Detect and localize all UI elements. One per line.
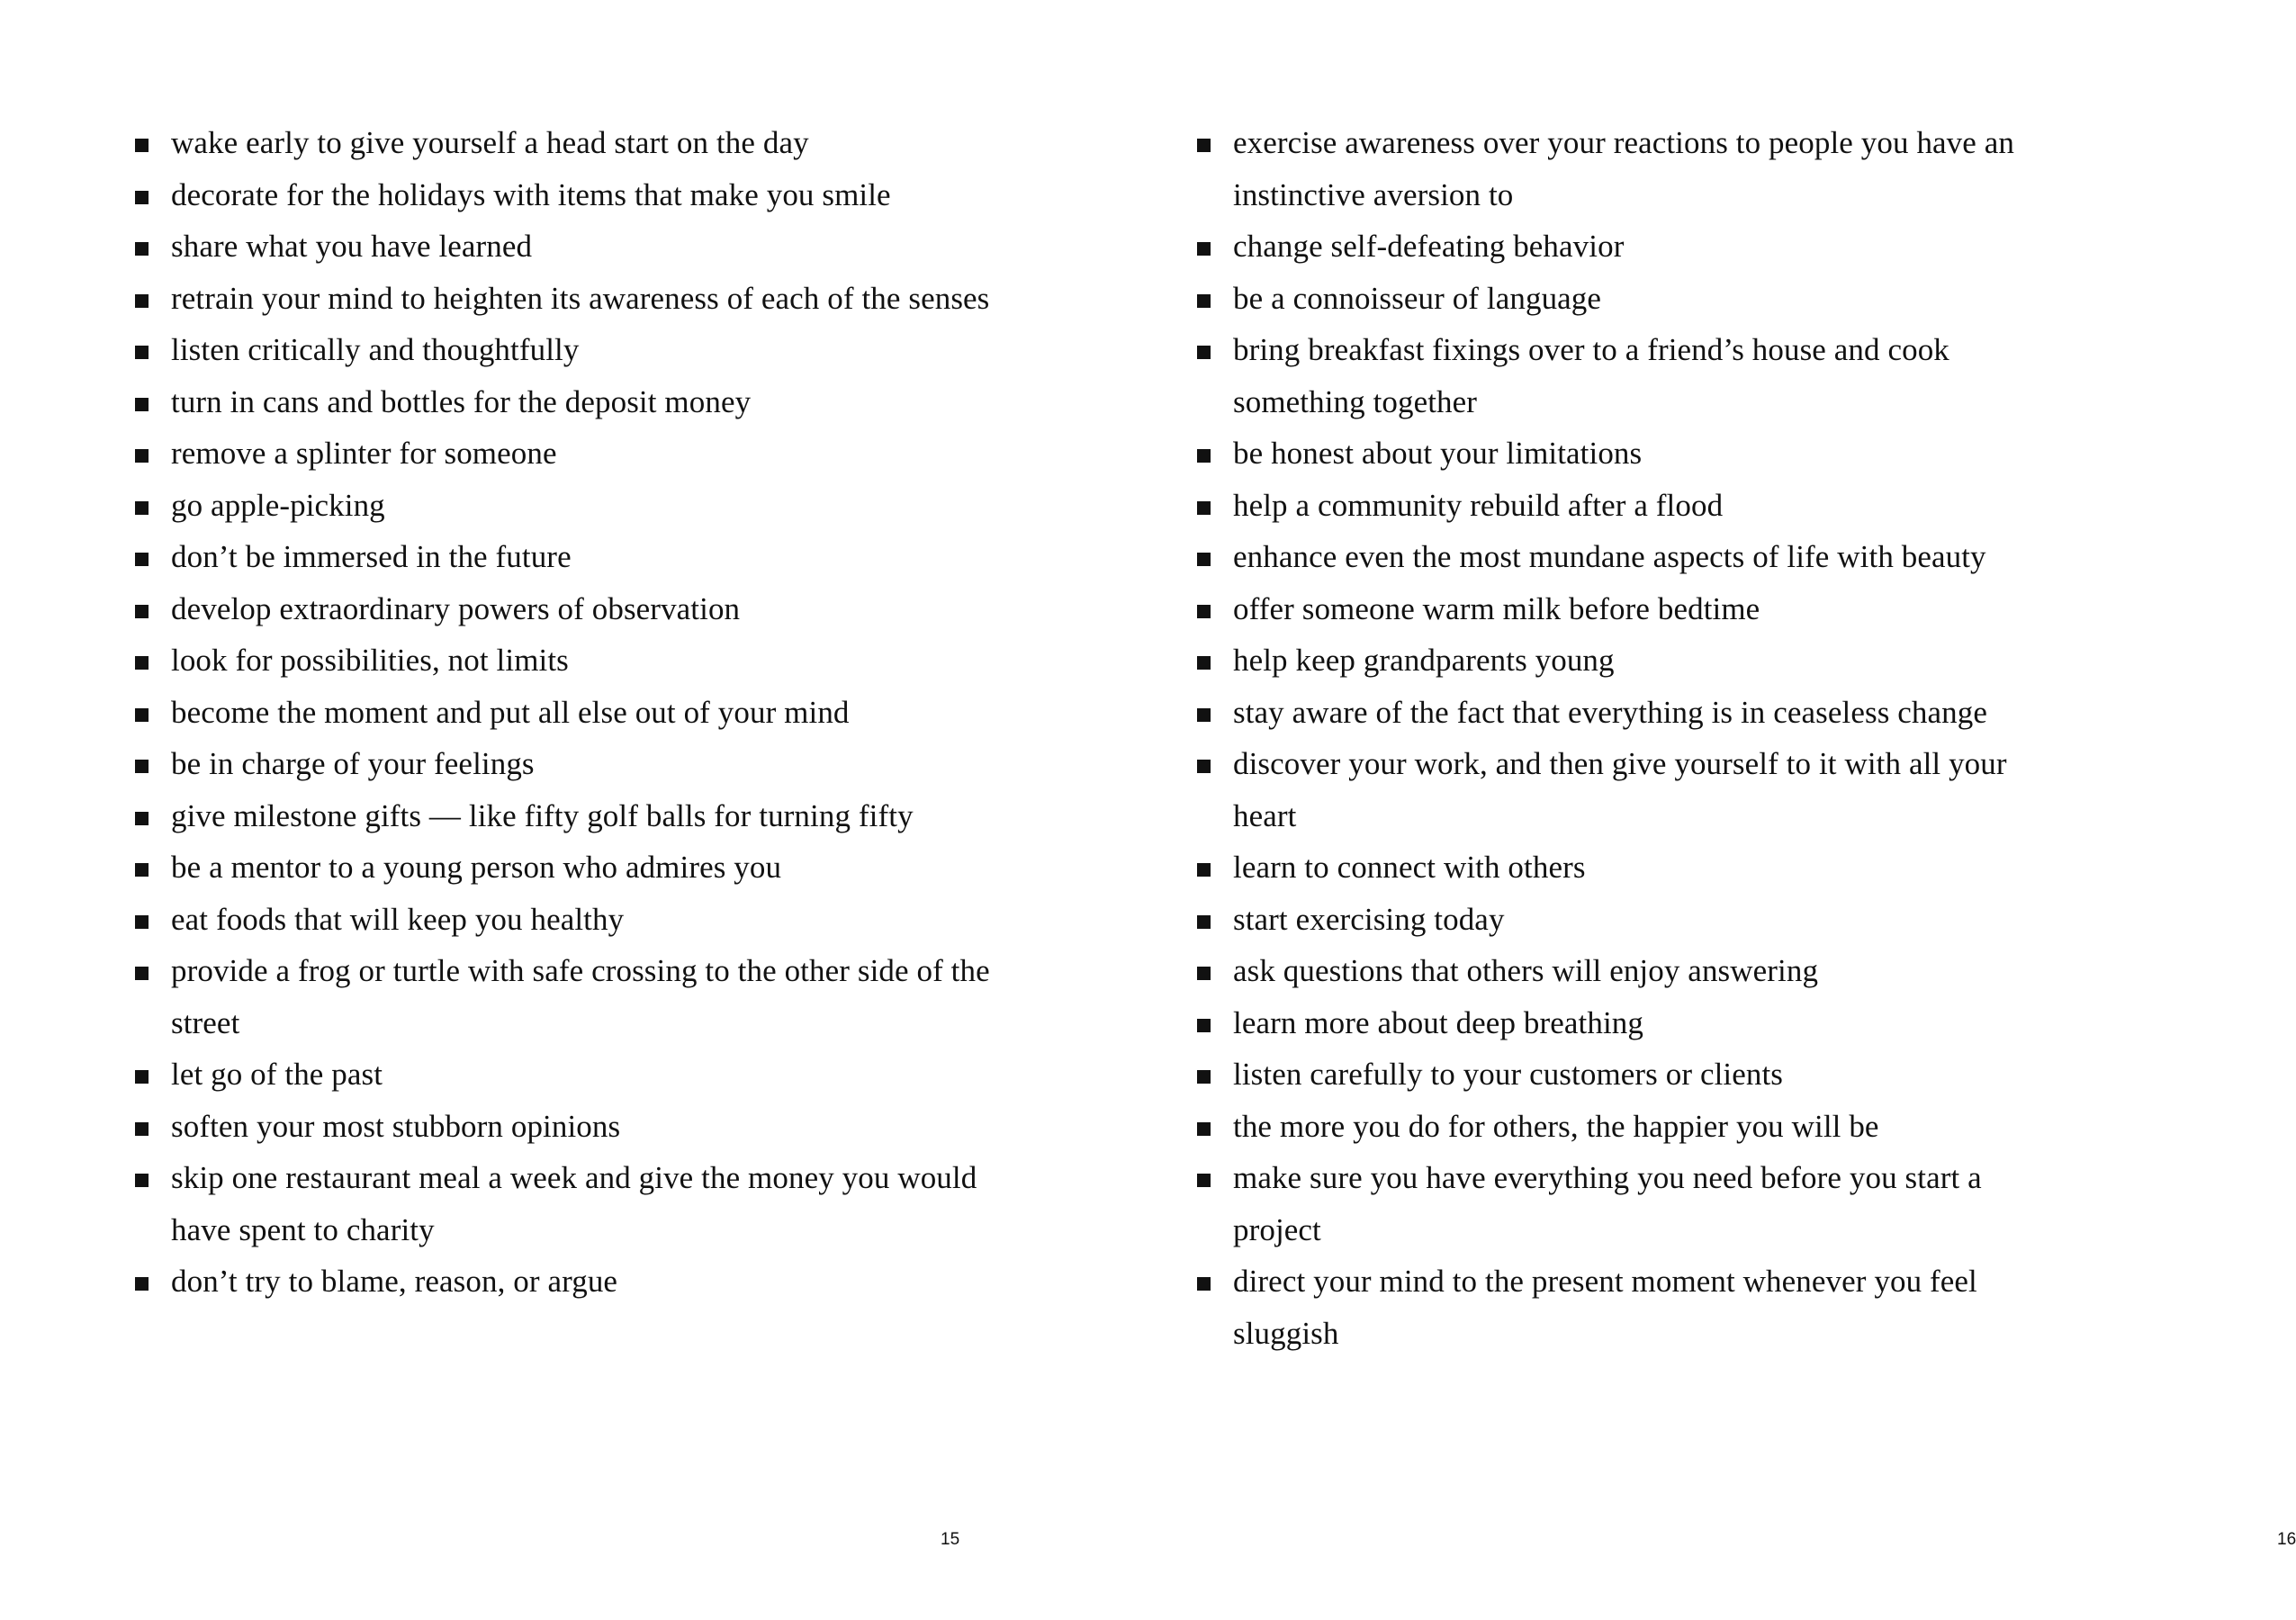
list-item-text: be in charge of your feelings (171, 746, 535, 781)
list-item (135, 945, 1008, 1048)
list-item-text: wake early to give yourself a head start on the day (171, 125, 809, 160)
list-item-text: change self-defeating behavior (1233, 229, 1625, 264)
list-item (135, 324, 1008, 376)
list-item (1197, 997, 2070, 1049)
list-item (135, 169, 1008, 221)
list-item (1197, 324, 2070, 428)
list-item (135, 376, 1008, 428)
list-item (1197, 117, 2070, 220)
right-page-number: 16 (2277, 1530, 2296, 1549)
square-bullet-icon (1197, 294, 1211, 308)
list-item (135, 583, 1008, 635)
square-bullet-icon (135, 708, 149, 722)
square-bullet-icon (1197, 915, 1211, 929)
list-item-text: help a community rebuild after a flood (1233, 487, 1724, 523)
list-item-text: direct your mind to the present moment whenever you feel sluggish (1233, 1264, 1977, 1351)
list-item-text: be a connoisseur of language (1233, 280, 1602, 316)
list-item (135, 1048, 1008, 1101)
list-item (135, 738, 1008, 790)
square-bullet-icon (1197, 605, 1211, 618)
square-bullet-icon (135, 760, 149, 773)
square-bullet-icon (135, 449, 149, 463)
list-item-text: share what you have learned (171, 229, 533, 264)
list-item-text: be honest about your limitations (1233, 436, 1643, 471)
square-bullet-icon (135, 656, 149, 670)
list-item (1197, 738, 2070, 842)
list-item-text: help keep grandparents young (1233, 643, 1615, 678)
square-bullet-icon (135, 967, 149, 980)
list-item-text: eat foods that will keep you healthy (171, 901, 625, 937)
square-bullet-icon (1197, 346, 1211, 359)
list-item (1197, 273, 2070, 325)
list-item-text: listen critically and thoughtfully (171, 332, 580, 367)
list-item-text: decorate for the holidays with items that make you smile (171, 176, 891, 212)
list-item-text: let go of the past (171, 1057, 383, 1092)
list-item (135, 220, 1008, 273)
list-item (135, 894, 1008, 946)
list-item (135, 790, 1008, 842)
square-bullet-icon (1197, 553, 1211, 566)
square-bullet-icon (1197, 1174, 1211, 1187)
list-item-text: turn in cans and bottles for the deposit money (171, 383, 752, 419)
list-item-text: exercise awareness over your reactions to people you have an instinctive aversion to (1233, 125, 2014, 212)
list-item (135, 480, 1008, 532)
square-bullet-icon (135, 812, 149, 825)
list-item-text: give milestone gifts — like fifty golf balls for turning fifty (171, 797, 914, 833)
square-bullet-icon (1197, 242, 1211, 256)
list-item-text: make sure you have everything you need before you start a project (1233, 1160, 1982, 1247)
square-bullet-icon (135, 191, 149, 204)
square-bullet-icon (1197, 1070, 1211, 1084)
list-item-text: offer someone warm milk before bedtime (1233, 590, 1760, 626)
list-item (1197, 842, 2070, 894)
square-bullet-icon (1197, 760, 1211, 773)
list-item-text: stay aware of the fact that everything is in ceaseless change (1233, 694, 1987, 730)
square-bullet-icon (1197, 1122, 1211, 1136)
square-bullet-icon (135, 863, 149, 877)
square-bullet-icon (135, 605, 149, 618)
list-item-text: start exercising today (1233, 901, 1505, 937)
square-bullet-icon (1197, 501, 1211, 515)
square-bullet-icon (135, 294, 149, 308)
list-item (135, 842, 1008, 894)
list-item-text: enhance even the most mundane aspects of life with beauty (1233, 539, 1986, 574)
list-item-text: be a mentor to a young person who admires you (171, 850, 782, 885)
list-item (1197, 1048, 2070, 1101)
list-item (1197, 1256, 2070, 1359)
list-item-text: remove a splinter for someone (171, 436, 557, 471)
list-item (1197, 945, 2070, 997)
square-bullet-icon (1197, 1277, 1211, 1291)
list-item (1197, 428, 2070, 480)
square-bullet-icon (1197, 656, 1211, 670)
square-bullet-icon (1197, 708, 1211, 722)
right-page-list (1197, 117, 2070, 1359)
list-item-text: soften your most stubborn opinions (171, 1108, 621, 1144)
list-item-text: don’t be immersed in the future (171, 539, 572, 574)
list-item (1197, 220, 2070, 273)
list-item (135, 1256, 1008, 1308)
list-item-text: look for possibilities, not limits (171, 643, 569, 678)
list-item-text: ask questions that others will enjoy answering (1233, 953, 1819, 988)
square-bullet-icon (135, 398, 149, 411)
list-item-text: provide a frog or turtle with safe crossing to the other side of the street (171, 953, 990, 1040)
list-item-text: become the moment and put all else out of your mind (171, 694, 850, 730)
square-bullet-icon (1197, 967, 1211, 980)
square-bullet-icon (135, 139, 149, 152)
list-item (135, 1152, 1008, 1256)
square-bullet-icon (1197, 863, 1211, 877)
list-item-text: develop extraordinary powers of observation (171, 590, 741, 626)
left-page (0, 0, 1080, 1620)
list-item-text: learn to connect with others (1233, 850, 1586, 885)
list-item (1197, 583, 2070, 635)
list-item (135, 428, 1008, 480)
list-item (135, 531, 1008, 583)
right-page (1080, 0, 2296, 1620)
list-item (1197, 531, 2070, 583)
square-bullet-icon (135, 1070, 149, 1084)
square-bullet-icon (135, 1122, 149, 1136)
square-bullet-icon (135, 501, 149, 515)
square-bullet-icon (1197, 139, 1211, 152)
list-item (135, 1101, 1008, 1153)
list-item (1197, 687, 2070, 739)
list-item-text: retrain your mind to heighten its awareness of each of the senses (171, 280, 990, 316)
list-item (1197, 1152, 2070, 1256)
square-bullet-icon (135, 915, 149, 929)
list-item (1197, 480, 2070, 532)
list-item (1197, 634, 2070, 687)
list-item (1197, 1101, 2070, 1153)
list-item-text: skip one restaurant meal a week and give the money you would have spent to charity (171, 1160, 977, 1247)
square-bullet-icon (135, 1174, 149, 1187)
left-page-number: 15 (941, 1530, 960, 1549)
list-item (135, 273, 1008, 325)
square-bullet-icon (1197, 1019, 1211, 1032)
square-bullet-icon (135, 553, 149, 566)
list-item (135, 687, 1008, 739)
left-page-list (135, 117, 1008, 1308)
list-item-text: discover your work, and then give yourself to it with all your heart (1233, 746, 2007, 833)
list-item (1197, 894, 2070, 946)
list-item (135, 634, 1008, 687)
list-item-text: go apple-picking (171, 487, 385, 523)
square-bullet-icon (135, 346, 149, 359)
list-item (135, 117, 1008, 169)
square-bullet-icon (135, 1277, 149, 1291)
square-bullet-icon (135, 242, 149, 256)
list-item-text: listen carefully to your customers or clients (1233, 1057, 1784, 1092)
list-item-text: don’t try to blame, reason, or argue (171, 1264, 618, 1299)
square-bullet-icon (1197, 449, 1211, 463)
list-item-text: learn more about deep breathing (1233, 1004, 1643, 1040)
list-item-text: bring breakfast fixings over to a friend’s house and cook something together (1233, 332, 1949, 419)
list-item-text: the more you do for others, the happier you will be (1233, 1108, 1879, 1144)
